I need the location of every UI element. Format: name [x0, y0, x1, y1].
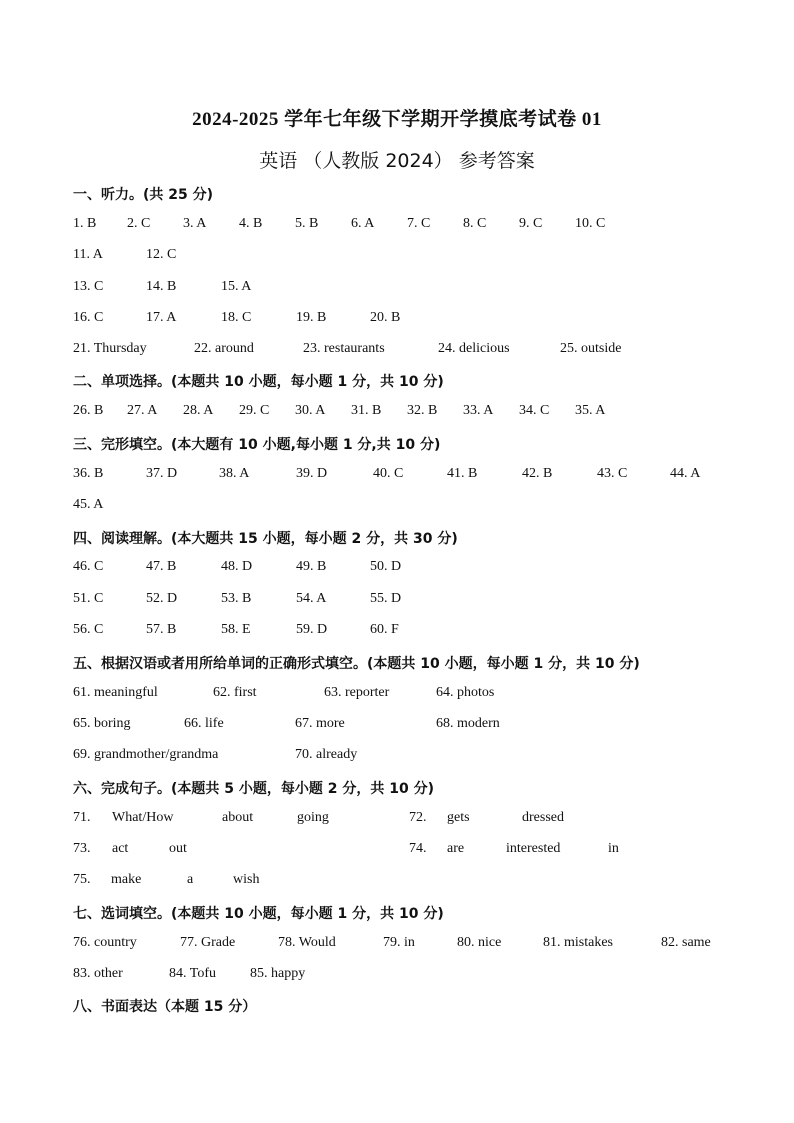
answer-item: wish	[233, 872, 260, 887]
answer-item: 28. A	[183, 403, 214, 418]
answer-item: 42. B	[522, 466, 553, 481]
answer-item: 41. B	[447, 466, 478, 481]
answer-item: 19. B	[296, 310, 327, 325]
answer-item: 47. B	[146, 559, 177, 574]
answer-item: 70. already	[295, 747, 358, 762]
answer-item: 8. C	[463, 216, 487, 231]
section-heading-listening: 一、听力。(共 25 分)	[73, 187, 214, 203]
answer-item: 48. D	[221, 559, 253, 574]
answer-item: 50. D	[370, 559, 402, 574]
answer-item: 38. A	[219, 466, 250, 481]
section-heading-single-choice: 二、单项选择。(本题共 10 小题，每小题 1 分，共 10 分)	[73, 374, 444, 390]
section-heading-cloze: 三、完形填空。(本大题有 10 小题,每小题 1 分,共 10 分)	[73, 437, 441, 453]
answer-item: What/How	[112, 810, 174, 825]
answer-item: 79. in	[383, 935, 415, 950]
answer-item: 36. B	[73, 466, 104, 481]
answer-item: dressed	[522, 810, 564, 825]
section-heading-fill-in: 五、根据汉语或者用所给单词的正确形式填空。(本题共 10 小题，每小题 1 分，共 10 分)	[73, 656, 640, 672]
answer-item: 51. C	[73, 591, 104, 606]
answer-item: 10. C	[575, 216, 606, 231]
answer-item: 2. C	[127, 216, 151, 231]
answer-item: 29. C	[239, 403, 270, 418]
answer-item: 31. B	[351, 403, 382, 418]
answer-item: 20. B	[370, 310, 401, 325]
answer-item: 27. A	[127, 403, 158, 418]
answer-item: 24. delicious	[438, 341, 510, 356]
answer-item: 23. restaurants	[303, 341, 385, 356]
answer-item: 26. B	[73, 403, 104, 418]
answer-item: about	[222, 810, 254, 825]
answer-item: 52. D	[146, 591, 178, 606]
answer-item: 74.	[409, 841, 427, 856]
answer-item: a	[187, 872, 194, 887]
answer-item: 25. outside	[560, 341, 622, 356]
answer-item: 40. C	[373, 466, 404, 481]
answer-item: 63. reporter	[324, 685, 390, 700]
answer-item: 16. C	[73, 310, 104, 325]
answer-item: 56. C	[73, 622, 104, 637]
answer-item: 46. C	[73, 559, 104, 574]
answer-item: 11. A	[73, 247, 103, 262]
section-heading-word-choice: 七、选词填空。(本题共 10 小题，每小题 1 分，共 10 分)	[73, 906, 444, 922]
answer-item: 62. first	[213, 685, 257, 700]
answer-item: act	[112, 841, 129, 856]
answer-item: 21. Thursday	[73, 341, 147, 356]
answer-item: in	[608, 841, 619, 856]
answer-item: 68. modern	[436, 716, 500, 731]
exam-title: 2024-2025 学年七年级下学期开学摸底考试卷 01	[192, 109, 602, 130]
answer-item: going	[297, 810, 329, 825]
answer-item: gets	[447, 810, 470, 825]
section-heading-reading: 四、阅读理解。(本大题共 15 小题，每小题 2 分，共 30 分)	[73, 531, 458, 547]
answer-item: 55. D	[370, 591, 402, 606]
answer-item: 15. A	[221, 279, 252, 294]
section-heading-writing: 八、书面表达（本题 15 分）	[73, 999, 257, 1015]
answer-item: 58. E	[221, 622, 251, 637]
answer-item: 71.	[73, 810, 91, 825]
answer-item: 5. B	[295, 216, 319, 231]
answer-item: make	[111, 872, 142, 887]
answer-item: 73.	[73, 841, 91, 856]
answer-item: 33. A	[463, 403, 494, 418]
answer-item: 61. meaningful	[73, 685, 158, 700]
answer-item: 43. C	[597, 466, 628, 481]
answer-item: interested	[506, 841, 561, 856]
answer-item: 76. country	[73, 935, 137, 950]
answer-item: 67. more	[295, 716, 345, 731]
answer-item: 4. B	[239, 216, 263, 231]
answer-item: 37. D	[146, 466, 178, 481]
answer-item: 69. grandmother/grandma	[73, 747, 219, 762]
answer-item: 65. boring	[73, 716, 131, 731]
answer-item: 82. same	[661, 935, 711, 950]
answer-item: 1. B	[73, 216, 97, 231]
answer-item: 53. B	[221, 591, 252, 606]
answer-item: out	[169, 841, 187, 856]
answer-item: 75.	[73, 872, 91, 887]
answer-item: 6. A	[351, 216, 375, 231]
answer-item: 22. around	[194, 341, 254, 356]
answer-item: 80. nice	[457, 935, 502, 950]
answer-item: 85. happy	[250, 966, 306, 981]
answer-item: 77. Grade	[180, 935, 236, 950]
answer-item: 64. photos	[436, 685, 495, 700]
answer-item: 18. C	[221, 310, 252, 325]
answer-item: 12. C	[146, 247, 177, 262]
answer-item: 13. C	[73, 279, 104, 294]
answer-item: 54. A	[296, 591, 327, 606]
answer-item: 9. C	[519, 216, 543, 231]
answer-item: are	[447, 841, 465, 856]
answer-item: 83. other	[73, 966, 123, 981]
answer-item: 78. Would	[278, 935, 336, 950]
answer-item: 59. D	[296, 622, 328, 637]
answer-item: 81. mistakes	[543, 935, 613, 950]
exam-subtitle: 英语 （人教版 2024） 参考答案	[259, 150, 535, 172]
answer-item: 66. life	[184, 716, 224, 731]
answer-item: 3. A	[183, 216, 207, 231]
answer-item: 60. F	[370, 622, 399, 637]
answer-item: 84. Tofu	[169, 966, 216, 981]
answer-item: 30. A	[295, 403, 326, 418]
answer-item: 44. A	[670, 466, 701, 481]
answer-item: 7. C	[407, 216, 431, 231]
answer-item: 35. A	[575, 403, 606, 418]
answer-item: 57. B	[146, 622, 177, 637]
answer-item: 72.	[409, 810, 427, 825]
answer-item: 14. B	[146, 279, 177, 294]
section-heading-complete-sentences: 六、完成句子。(本题共 5 小题，每小题 2 分，共 10 分)	[73, 781, 435, 797]
answer-item: 32. B	[407, 403, 438, 418]
answer-item: 34. C	[519, 403, 550, 418]
answer-item: 45. A	[73, 497, 104, 512]
answer-item: 39. D	[296, 466, 328, 481]
answer-item: 17. A	[146, 310, 177, 325]
answer-item: 49. B	[296, 559, 327, 574]
